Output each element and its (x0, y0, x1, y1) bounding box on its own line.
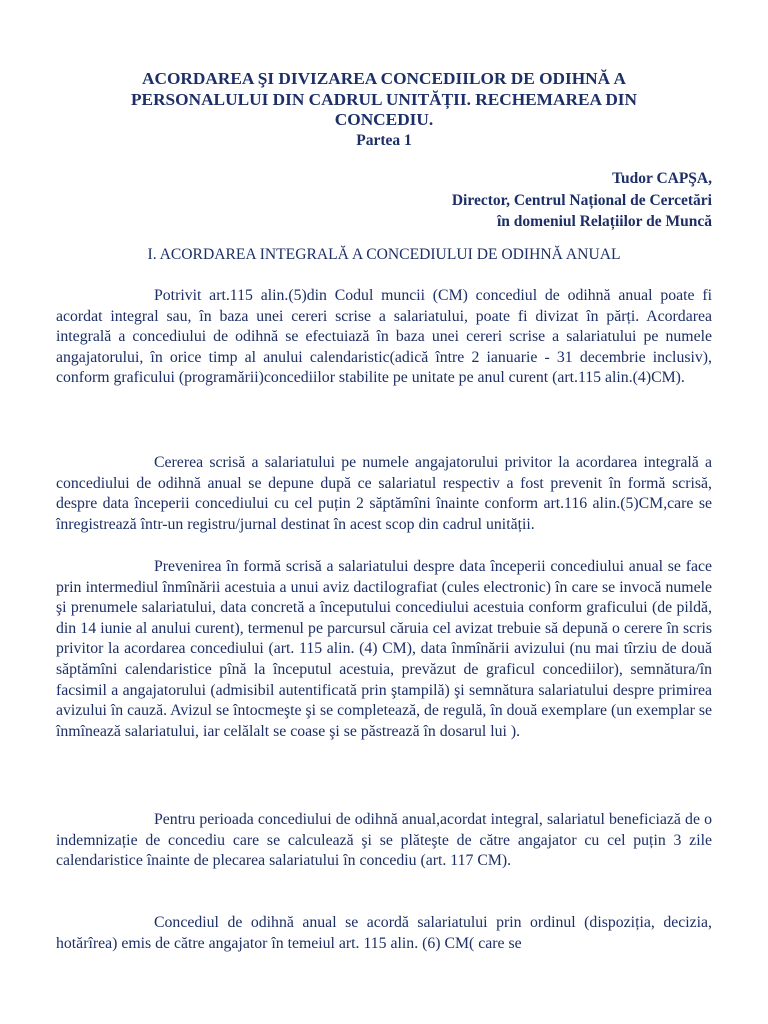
document-title: ACORDAREA ŞI DIVIZAREA CONCEDIILOR DE ODIHNĂ A PERSONALULUI DIN CADRUL UNITĂȚII. RECHEMAREA DIN CONCEDIU. (130, 69, 638, 129)
paragraph: Concediul de odihnă anual se acordă salariatului prin ordinul (dispoziția, decizia, hotărîrea) emis de către angajator în temeiul art. 115 alin. (6) CM( care se (56, 914, 712, 952)
author-name: Tudor CAPŞA, (612, 170, 712, 187)
author-domain: în domeniul Relațiilor de Muncă (496, 213, 712, 230)
paragraph: Cererea scrisă a salariatului pe numele angajatorului privitor la acordarea integrală a concediului de odihnă anual se depune după ce salariatul respectiv a fost prevenit în formă scrisă, despre data începerii concediului cu cel puțin 2 săptămîni înainte conform art.116 alin.(5)CM,care se înregistrează într-un registru/jurnal destinat în acest scop din cadrul unității. (56, 454, 712, 533)
paragraph: Potrivit art.115 alin.(5)din Codul muncii (CM) concediul de odihnă anual poate fi acordat integral sau, în baza unei cereri scrise a salariatului, poate fi divizat în părți. Acordarea integrală a concediului de odihnă se efectuiază în baza unei cereri scrise a salariatului pe numele angajatorului, în orice timp al anului calendaristic(adică între 2 ianuarie - 31 decembrie inclusiv), conform graficului (programării)concediilor stabilite pe unitate pe anul curent (art.115 alin.(4)CM). (56, 287, 712, 387)
paragraph: Prevenirea în formă scrisă a salariatului despre data începerii concediului anual se face prin intermediul înmînării acestuia a unui aviz dactilografiat (cules electronic) în care se invocă numele şi prenumele salariatului, data concretă a începutului concediului acestuia conform graficului (de pildă, din 14 iunie al anului curent), termenul pe parcursul căruia cel avizat trebuie să depună o cerere în scris privitor la acordarea concediului (art. 115 alin. (4) CM), data înmînării avizului (nu mai tîrziu de două săptămîni calendaristice pînă la începutul acestuia, prevăzut de graficul concediilor), semnătura/în facsimil a angajatorului (admisibil autentificată prin ştampilă) şi semnătura salariatului despre primirea avizului în cauză. Avizul se întocmeşte şi se completează, de regulă, în două exemplare (un exemplar se înmînează salariatului, iar celălalt se coase şi se păstrează în dosarul lui ). (56, 558, 712, 740)
section-heading: I. ACORDAREA INTEGRALĂ A CONCEDIULUI DE ODIHNĂ ANUAL (147, 246, 621, 263)
author-block (452, 168, 712, 233)
paragraph: Pentru perioada concediului de odihnă anual,acordat integral, salariatul beneficiază de o indemnizație de concediu care se calculează şi se plăteşte de către angajator cu cel puțin 3 zile calendaristice înainte de plecarea salariatului în concediu (art. 117 CM). (56, 811, 712, 870)
document-subtitle: Partea 1 (356, 132, 412, 149)
author-position: Director, Centrul Național de Cercetări (451, 191, 712, 209)
